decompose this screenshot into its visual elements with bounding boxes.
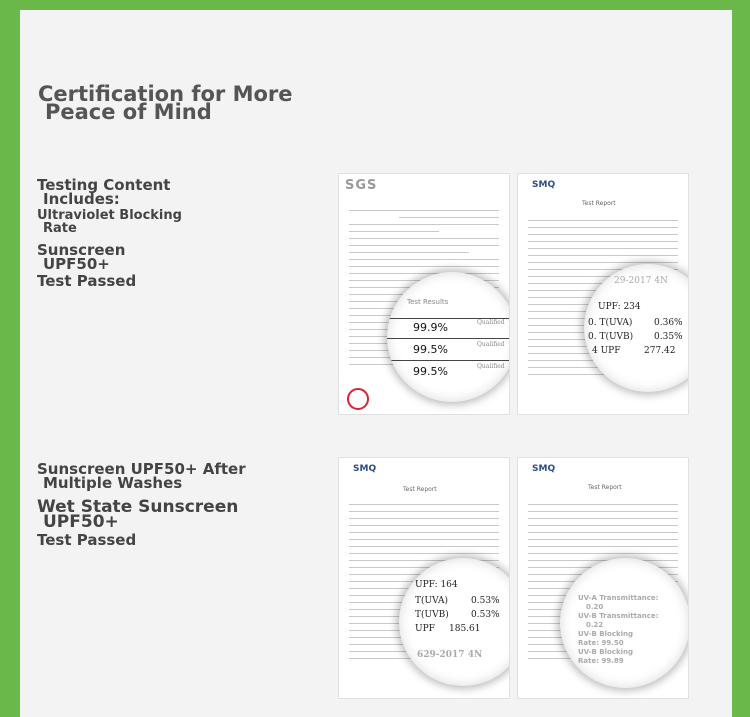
result-2: 99.5% [413,343,448,356]
qualified-3: Qualified [477,363,505,370]
magnifier-results [387,272,510,402]
mag-uva-value: 0.36% [654,318,683,328]
mag-line-2: 0.20 [586,603,604,611]
qualified-2: Qualified [477,341,505,348]
section1-label-2: UPF50+ [43,255,110,273]
page-heading [38,82,293,124]
sgs-certificate [338,173,510,415]
section2-item2-2: UPF50+ [43,512,119,532]
mag-upfav-value: 277.42 [644,346,676,356]
mag-line-1: UV-A Transmittance: [578,594,659,602]
mag-line-6: Rate: 99.50 [578,639,624,647]
report-header: Test Report [403,486,437,493]
smq-logo: SMQ [532,180,556,190]
heading-line-1: Certification for More [38,82,293,106]
result-1: 99.9% [413,321,448,334]
mag-upfav-label: 4 UPF [592,346,621,356]
section2-item2-1: Wet State Sunscreen [37,497,239,517]
mag-uvb-label: T(UVB) [415,610,449,620]
mag-uva-label: 0. T(UVA) [588,318,633,328]
report-header: Test Report [582,200,616,207]
section2-item1-2: Multiple Washes [43,474,183,492]
section1-text [37,178,182,288]
mag-uvb-value: 0.53% [471,610,500,620]
smq-logo: SMQ [532,464,556,474]
magnifier-wash [399,558,510,686]
mag-line-3: UV-B Transmittance: [578,612,659,620]
smq-report-3 [517,457,689,699]
stamp-seal-icon [347,388,369,410]
mag-uvb-label: 0. T(UVB) [588,332,634,342]
magnifier-wet [560,558,689,688]
mag-line-5: UV-B Blocking [578,630,634,638]
section1-label-1: Sunscreen [37,241,126,259]
smq-report-2 [338,457,510,699]
section1-item-1: Ultraviolet Blocking [37,208,182,223]
mag-upfav-value: 185.61 [449,624,481,634]
mag-uvb-value: 0.35% [654,332,683,342]
mag-standard: 629-2017 4N [417,650,483,660]
result-3: 99.5% [413,365,448,378]
section2-text [37,462,246,547]
section1-title-2: Includes: [43,190,120,208]
mag-line-4: 0.22 [586,621,604,629]
section1-status: Test Passed [37,272,137,290]
mag-upfav-label: UPF [415,624,435,634]
smq-report-1 [517,173,689,415]
mag-upf: UPF: 164 [415,580,458,590]
smq-logo: SMQ [353,464,377,474]
mag-standard: 29-2017 4N [614,276,668,286]
section1-title-1: Testing Content [37,176,171,194]
section2-item1-1: Sunscreen UPF50+ After [37,460,246,478]
mag-upf: UPF: 234 [598,302,641,312]
report-header: Test Report [588,484,622,491]
results-title: Test Results [407,298,449,306]
mag-line-7: UV-B Blocking [578,648,634,656]
sgs-logo: SGS [345,178,378,193]
mag-uva-value: 0.53% [471,596,500,606]
section1-item-2: Rate [43,221,77,236]
qualified-1: Qualified [477,319,505,326]
mag-line-8: Rate: 99.89 [578,657,624,665]
section2-status: Test Passed [37,531,137,549]
mag-uva-label: T(UVA) [415,596,448,606]
heading-line-2: Peace of Mind [45,100,212,124]
content-panel [20,10,732,717]
